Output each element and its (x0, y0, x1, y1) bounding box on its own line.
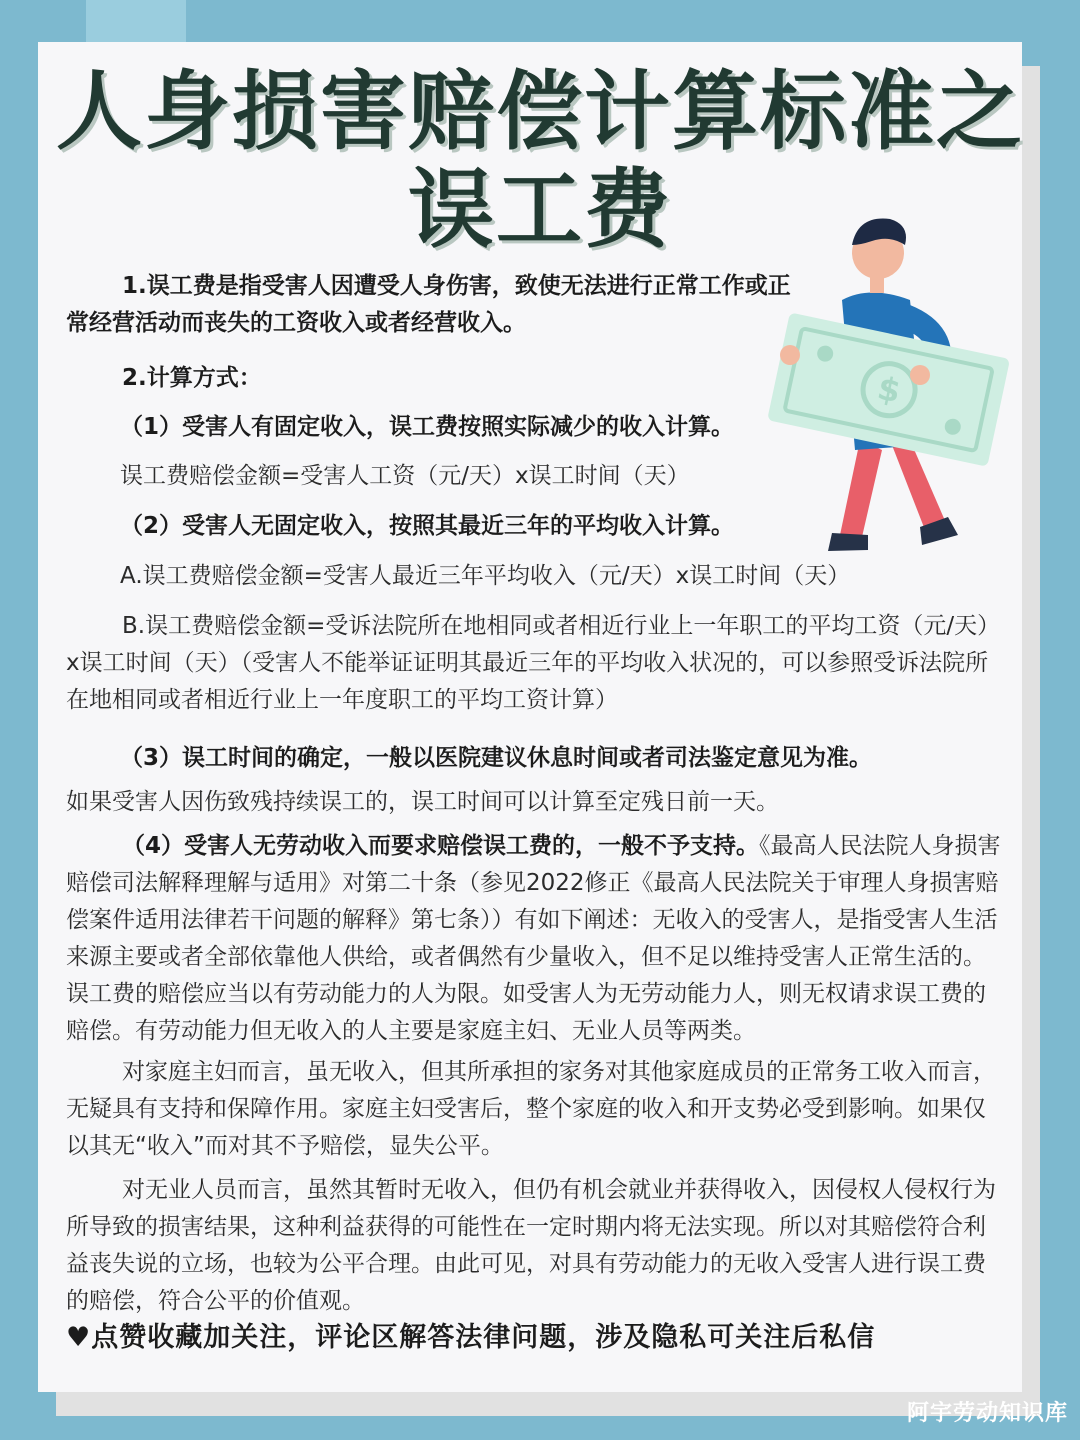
paragraph-housewife: 对家庭主妇而言，虽无收入，但其所承担的家务对其他家庭成员的正常务工收入而言，无疑具有支持和保障作用。家庭主妇受害后，整个家庭的收入和开支势必受到影响。如果仅以其无“收入”而对其不予赔偿，显失公平。 (66, 1059, 996, 1159)
paragraph-no-labor-income-lead: （4）受害人无劳动收入而要求赔偿误工费的，一般不予支持。 (122, 833, 760, 859)
formula-b: B.误工费赔偿金额=受诉法院所在地相同或者相近行业上一年职工的平均工资（元/天）x误工时间（天）（受害人不能举证证明其最近三年的平均收入状况的，可以参照受诉法院所在地相同或者相近行业上一年度职工的平均工资计算） (66, 613, 1001, 713)
paragraph-no-labor-income (66, 828, 1006, 1050)
paragraph-time-determination: （3）误工时间的确定，一般以医院建议休息时间或者司法鉴定意见为准。 (120, 745, 873, 771)
paragraph-unemployed: 对无业人员而言，虽然其暂时无收入，但仍有机会就业并获得收入，因侵权人侵权行为所导致的损害结果，这种利益获得的可能性在一定时期内将无法实现。所以对其赔偿符合利益丧失说的立场，也较为公平合理。由此可见，对具有劳动能力的无收入受害人进行误工费的赔偿，符合公平的价值观。 (66, 1177, 996, 1314)
call-to-action: ♥点赞收藏加关注，评论区解答法律问题，涉及隐私可关注后私信 (66, 1322, 876, 1353)
paragraph-disability: 如果受害人因伤致残持续误工的，误工时间可以计算至定残日前一天。 (66, 789, 779, 815)
formula-fixed-income: 误工费赔偿金额=受害人工资（元/天）x误工时间（天） (120, 463, 690, 489)
paragraph-no-labor-income-body: 《最高人民法院人身损害赔偿司法解释理解与适用》对第二十条（参见2022修正《最高人民法院关于审理人身损害赔偿案件适用法律若干问题的解释》第七条））有如下阐述：无收入的受害人，是指受害人生活来源主要或者全部依靠他人供给，或者偶然有少量收入，但不足以维持受害人正常生活的。误工费的赔偿应当以有劳动能力的人为限。如受害人为无劳动能力人，则无权请求误工费的赔偿。有劳动能力但无收入的人主要是家庭主妇、无业人员等两类。 (66, 833, 1001, 1044)
formula-a: A.误工费赔偿金额=受害人最近三年平均收入（元/天）x误工时间（天） (120, 563, 851, 589)
paragraph-fixed-income: （1）受害人有固定收入，误工费按照实际减少的收入计算。 (120, 414, 735, 440)
watermark: 阿宇劳动知识库 (906, 1401, 1068, 1426)
heading-calculation: 2.计算方式： (122, 365, 262, 391)
page-title-line1: 人身损害赔偿计算标准之 (56, 62, 1024, 162)
paragraph-no-fixed-income: （2）受害人无固定收入，按照其最近三年的平均收入计算。 (120, 513, 735, 539)
paragraph-definition: 1.误工费是指受害人因遭受人身伤害，致使无法进行正常工作或正常经营活动而丧失的工资收入或者经营收入。 (66, 273, 791, 336)
page-title-line2: 误工费 (408, 160, 672, 260)
svg-text:$: $ (874, 368, 904, 411)
